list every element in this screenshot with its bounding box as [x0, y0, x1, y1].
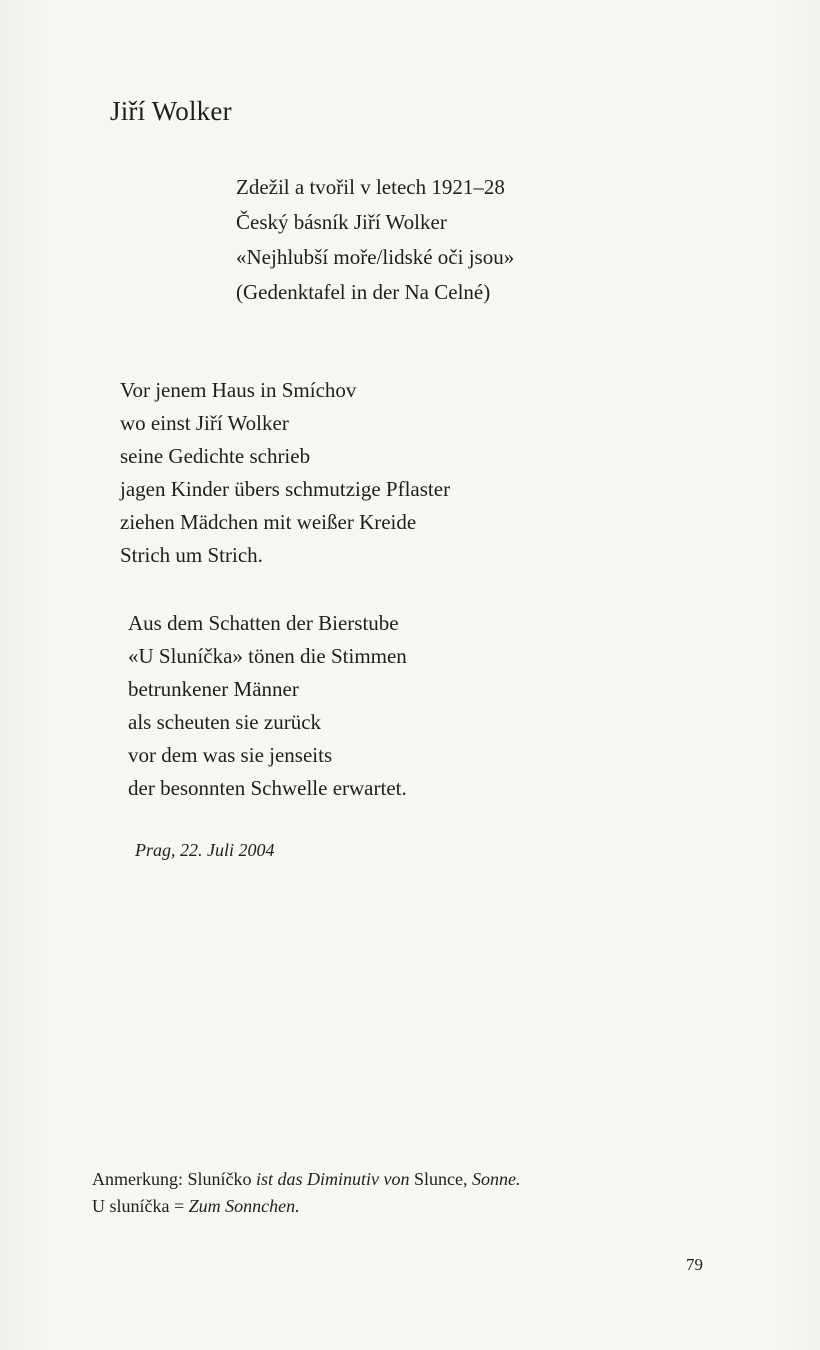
footnote-italic: Sonne.	[472, 1169, 521, 1189]
epigraph-line: «Nejhlubší moře/lidské oči jsou»	[236, 245, 515, 269]
epigraph-line: Český básník Jiří Wolker	[236, 210, 447, 234]
footnote-text: U sluníčka =	[92, 1196, 189, 1216]
footnote-text: Slunce,	[409, 1169, 472, 1189]
verse-line: der besonnten Schwelle erwartet.	[128, 776, 407, 800]
footnote-text: Anmerkung: Sluníčko	[92, 1169, 256, 1189]
epigraph-line: (Gedenktafel in der Na Celné)	[236, 280, 491, 304]
verse-line: jagen Kinder übers schmutzige Pflaster	[120, 477, 451, 501]
footnote-italic: ist das Diminutiv von	[256, 1169, 410, 1189]
verse-line: «U Sluníčka» tönen die Stimmen	[128, 644, 407, 668]
verse-line: vor dem was sie jenseits	[128, 743, 333, 767]
dateline: Prag, 22. Juli 2004	[135, 840, 275, 860]
footnote	[92, 1166, 521, 1220]
verse-line: betrunkener Männer	[128, 677, 299, 701]
epigraph-line: Zdežil a tvořil v letech 1921–28	[236, 175, 505, 199]
verse-line: wo einst Jiří Wolker	[120, 411, 289, 435]
footnote-line-1	[92, 1166, 521, 1193]
verse-line: Aus dem Schatten der Bierstube	[128, 611, 399, 635]
verse-line: ziehen Mädchen mit weißer Kreide	[120, 510, 417, 534]
epigraph	[236, 170, 514, 310]
footnote-italic: Zum Sonnchen.	[188, 1196, 300, 1216]
verse-line: als scheuten sie zurück	[128, 710, 322, 734]
verse-line: Vor jenem Haus in Smíchov	[120, 378, 357, 402]
verse-line: seine Gedichte schrieb	[120, 444, 311, 468]
footnote-line-2	[92, 1193, 521, 1220]
poem-title: Jiří Wolker	[110, 96, 232, 126]
stanza-2	[128, 607, 407, 805]
verse-line: Strich um Strich.	[120, 543, 263, 567]
page-number: 79	[686, 1255, 703, 1274]
stanza-1	[120, 374, 450, 572]
